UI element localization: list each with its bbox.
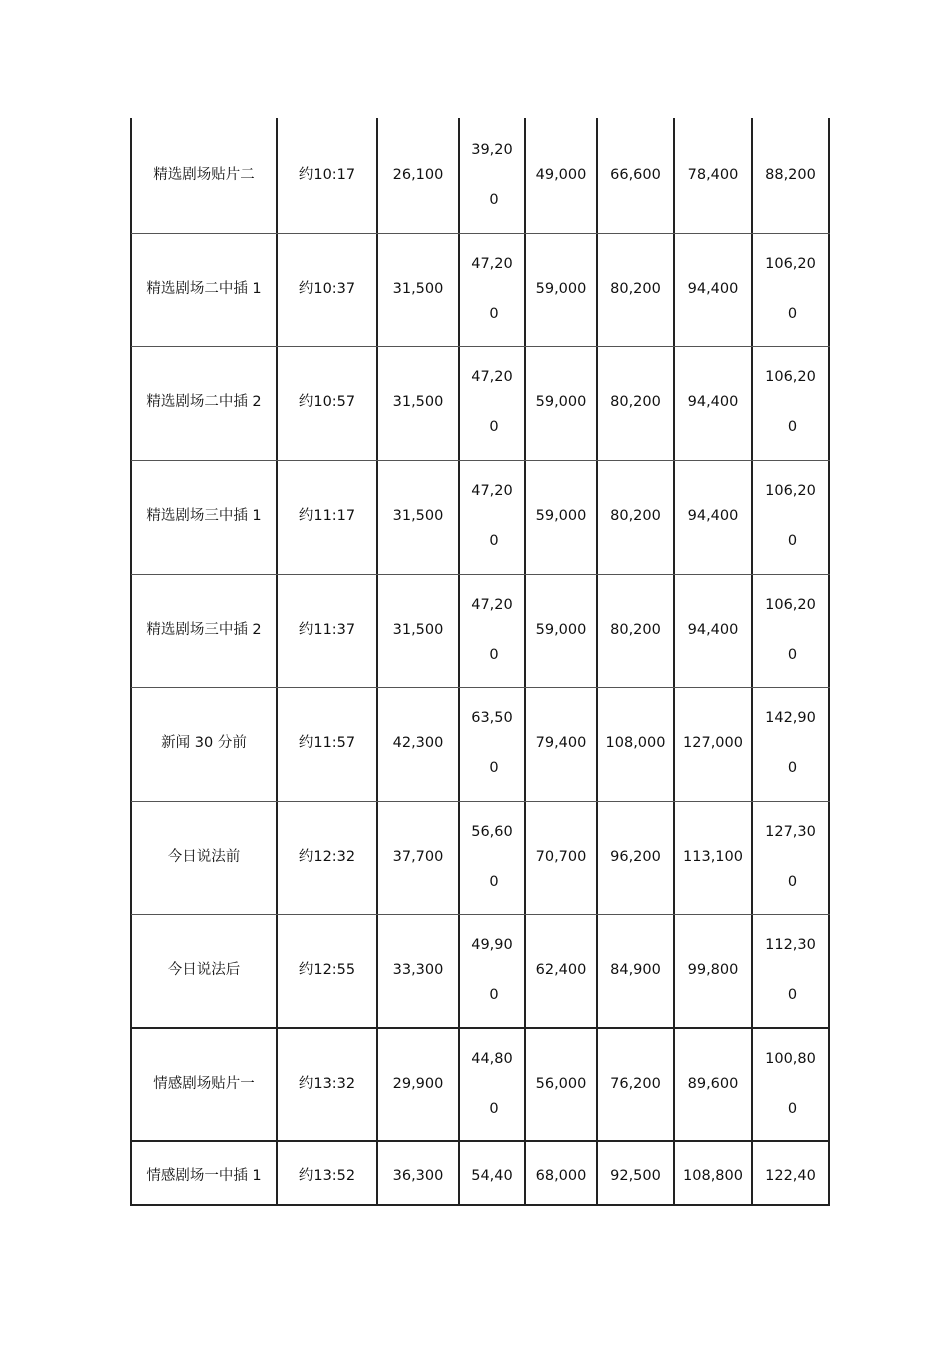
rate-col-6: 0 [787, 305, 798, 322]
rate-col-6: 0 [787, 646, 798, 663]
rate-col-4: 92,500 [610, 1168, 661, 1184]
rate-col-4: 66,600 [610, 166, 661, 183]
rate-col-3: 56,000 [535, 1075, 587, 1092]
rate-col-6: 106,20 [765, 483, 816, 499]
rate-col-2: 54,40 [471, 1168, 513, 1184]
air-time-cell: 约11:17 [298, 508, 356, 524]
rate-col-5: 99,800 [687, 962, 739, 978]
air-time-cell: 约11:37 [298, 621, 356, 638]
rate-col-6: 0 [787, 533, 798, 549]
rate-col-6: 112,30 [765, 937, 816, 953]
slot-name-cell: 精选剧场二中插 2 [146, 394, 262, 410]
rate-col-2: 63,50 [471, 710, 513, 726]
rate-col-3: 68,000 [535, 1168, 587, 1184]
rate-col-2: 47,20 [471, 483, 513, 499]
rate-col-6: 0 [787, 760, 798, 776]
slot-name-cell: 情感剧场贴片一 [153, 1075, 255, 1092]
slot-name-cell: 今日说法前 [167, 848, 241, 865]
rate-col-4: 80,200 [610, 621, 661, 638]
air-time-cell: 约12:55 [298, 962, 356, 978]
rate-col-2: 44,80 [471, 1050, 513, 1067]
rate-col-5: 108,800 [683, 1168, 743, 1184]
rate-col-1: 42,300 [392, 735, 444, 751]
rate-col-6: 127,30 [765, 823, 816, 840]
rate-col-1: 31,500 [392, 280, 444, 297]
rate-col-6: 0 [787, 419, 798, 435]
rate-col-3: 70,700 [535, 848, 587, 865]
slot-name-cell: 新闻 30 分前 [161, 735, 247, 751]
rate-col-1: 31,500 [392, 621, 444, 638]
slot-name-cell: 情感剧场一中插 1 [146, 1168, 262, 1184]
rate-col-2: 0 [489, 419, 499, 435]
rate-col-6: 122,40 [765, 1168, 816, 1184]
rate-col-2: 0 [489, 760, 499, 776]
rate-col-5: 94,400 [687, 280, 739, 297]
air-time-cell: 约10:37 [298, 280, 356, 297]
rate-col-4: 80,200 [610, 508, 661, 524]
rate-col-2: 0 [489, 873, 499, 890]
rate-col-3: 79,400 [535, 735, 587, 751]
rate-col-1: 33,300 [392, 962, 444, 978]
rate-col-2: 0 [489, 305, 499, 322]
rate-col-4: 80,200 [610, 280, 661, 297]
rate-col-6: 0 [787, 1100, 798, 1117]
rate-col-1: 36,300 [392, 1168, 444, 1184]
air-time-cell: 约13:32 [298, 1075, 356, 1092]
rate-col-3: 59,000 [535, 280, 587, 297]
rate-col-3: 62,400 [535, 962, 587, 978]
rate-col-6: 88,200 [765, 166, 816, 183]
rate-col-3: 59,000 [535, 508, 587, 524]
rate-col-2: 56,60 [471, 823, 513, 840]
rate-col-5: 127,000 [683, 735, 743, 751]
rate-col-5: 94,400 [687, 508, 739, 524]
rate-col-2: 47,20 [471, 596, 513, 613]
rate-col-4: 108,000 [605, 735, 666, 751]
slot-name-cell: 精选剧场贴片二 [153, 166, 255, 183]
rate-col-2: 49,90 [471, 937, 513, 953]
rate-col-1: 26,100 [392, 166, 444, 183]
rate-col-6: 0 [787, 987, 798, 1003]
rate-col-5: 78,400 [687, 166, 739, 183]
air-time-cell: 约10:17 [298, 166, 356, 183]
rate-col-2: 47,20 [471, 369, 513, 385]
rate-col-6: 106,20 [765, 596, 816, 613]
rate-col-2: 0 [489, 533, 499, 549]
rate-col-5: 94,400 [687, 394, 739, 410]
rate-col-2: 0 [489, 987, 499, 1003]
rate-col-4: 76,200 [610, 1075, 661, 1092]
rate-col-6: 100,80 [765, 1050, 816, 1067]
rate-col-3: 59,000 [535, 394, 587, 410]
rate-col-2: 47,20 [471, 255, 513, 272]
air-time-cell: 约10:57 [298, 394, 356, 410]
rate-col-1: 31,500 [392, 508, 444, 524]
rate-col-4: 84,900 [610, 962, 661, 978]
air-time-cell: 约13:52 [298, 1168, 356, 1184]
air-time-cell: 约11:57 [298, 735, 356, 751]
air-time-cell: 约12:32 [298, 848, 356, 865]
slot-name-cell: 精选剧场二中插 1 [146, 280, 262, 297]
rate-col-4: 96,200 [610, 848, 661, 865]
rate-col-6: 142,90 [765, 710, 816, 726]
rate-col-2: 0 [489, 1100, 499, 1117]
slot-name-cell: 精选剧场三中插 1 [146, 508, 262, 524]
rate-col-1: 31,500 [392, 394, 444, 410]
rate-col-6: 0 [787, 873, 798, 890]
slot-name-cell: 今日说法后 [167, 962, 241, 978]
rate-col-5: 113,100 [683, 848, 743, 865]
rate-col-1: 37,700 [392, 848, 444, 865]
rate-col-5: 94,400 [687, 621, 739, 638]
rate-col-3: 59,000 [535, 621, 587, 638]
slot-name-cell: 精选剧场三中插 2 [146, 621, 262, 638]
rate-col-2: 0 [489, 191, 499, 208]
rate-col-3: 49,000 [535, 166, 587, 183]
rate-col-4: 80,200 [610, 394, 661, 410]
rate-col-5: 89,600 [687, 1075, 739, 1092]
rate-col-2: 0 [489, 646, 499, 663]
rate-col-1: 29,900 [392, 1075, 444, 1092]
rate-col-6: 106,20 [765, 255, 816, 272]
rate-col-6: 106,20 [765, 369, 816, 385]
rate-col-2: 39,20 [471, 141, 513, 158]
